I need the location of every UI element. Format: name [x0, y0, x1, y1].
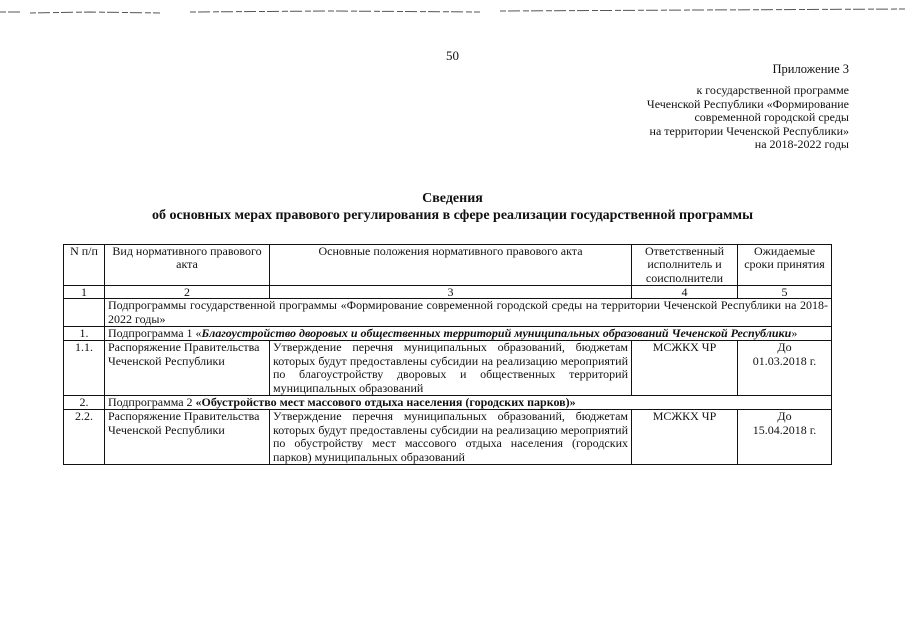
main-section-heading: Подпрограммы государственной программы «Формирование современной городской среды на территории Чеченской Республики на 2018-2022 годы»: [105, 299, 832, 327]
subprogram-name: «Обустройство мест массового отдыха населения (городских парков)»: [195, 395, 576, 410]
appendix-ref-line: современной городской среды: [694, 110, 849, 125]
header-act-type: Вид нормативного правового акта: [105, 245, 270, 286]
column-number-row: [64, 286, 832, 299]
document-title-line1: Сведения: [422, 191, 483, 206]
subprogram-row: [64, 327, 832, 341]
subprogram-name: Благоустройство дворовых и общественных территорий муниципальных образований Чеченской Республики: [201, 326, 792, 341]
column-number: 4: [632, 286, 738, 299]
column-number: 5: [738, 286, 832, 299]
subprogram-number: 1.: [64, 327, 105, 341]
subprogram-number: 2.: [64, 396, 105, 410]
subprogram-suffix: »: [791, 326, 798, 341]
deadline-prefix: До: [777, 409, 792, 424]
deadline-cell: [738, 341, 832, 396]
header-num: N п/п: [64, 245, 105, 286]
provisions-cell: Утверждение перечня муниципальных образований, бюджетам которых будут предоставлены субсидии на реализацию мероприятий по благоустройству дворовых и общественных территорий муниципальных образований: [270, 341, 632, 396]
subprogram-heading: [105, 327, 832, 341]
main-section-row: [64, 299, 832, 327]
act-type-cell: Распоряжение Правительства Чеченской Республики: [105, 410, 270, 465]
act-type-cell: Распоряжение Правительства Чеченской Республики: [105, 341, 270, 396]
column-number: 1: [64, 286, 105, 299]
appendix-ref-line: на территории Чеченской Республики»: [649, 123, 849, 138]
deadline-date: 01.03.2018 г.: [752, 353, 817, 368]
page-number: 50: [446, 48, 459, 63]
table-row: [64, 341, 832, 396]
subprogram-prefix: Подпрограмма 1 «: [108, 326, 202, 341]
row-number: 1.1.: [64, 341, 105, 396]
table-header-row: [64, 245, 832, 286]
subprogram-heading: [105, 396, 832, 410]
appendix-ref-line: к государственной программе: [696, 83, 849, 97]
executor-cell: МСЖКХ ЧР: [632, 341, 738, 396]
document-title-line2: об основных мерах правового регулирования в сфере реализации государственной программы: [151, 208, 754, 223]
scan-edge-artifact: [0, 8, 905, 18]
header-deadline: Ожидаемые сроки принятия: [738, 245, 832, 286]
deadline-cell: [738, 410, 832, 465]
subprogram-row: [64, 396, 832, 410]
legal-measures-table: [63, 244, 832, 465]
header-provisions: Основные положения нормативного правового акта: [270, 245, 632, 286]
appendix-ref-line: Чеченской Республики «Формирование: [646, 96, 849, 111]
table-row: [64, 410, 832, 465]
document-title: [0, 190, 905, 224]
deadline-date: 15.04.2018 г.: [752, 422, 817, 437]
deadline-prefix: До: [777, 340, 792, 355]
subprogram-prefix: Подпрограмма 2: [108, 395, 196, 410]
appendix-title: Приложение 3: [772, 62, 849, 76]
column-number: 2: [105, 286, 270, 299]
executor-cell: МСЖКХ ЧР: [632, 410, 738, 465]
appendix-ref-line: на 2018-2022 годы: [754, 137, 849, 152]
empty-cell: [64, 299, 105, 327]
header-executor: Ответственный исполнитель и соисполнители: [632, 245, 738, 286]
row-number: 2.2.: [64, 410, 105, 465]
provisions-cell: Утверждение перечня муниципальных образований, бюджетам которых будут предоставлены субсидии на реализацию мероприятий по обустройству мест массового отдыха населения (городских парков) муниципальных образований: [270, 410, 632, 465]
column-number: 3: [270, 286, 632, 299]
appendix-reference: [647, 84, 849, 152]
